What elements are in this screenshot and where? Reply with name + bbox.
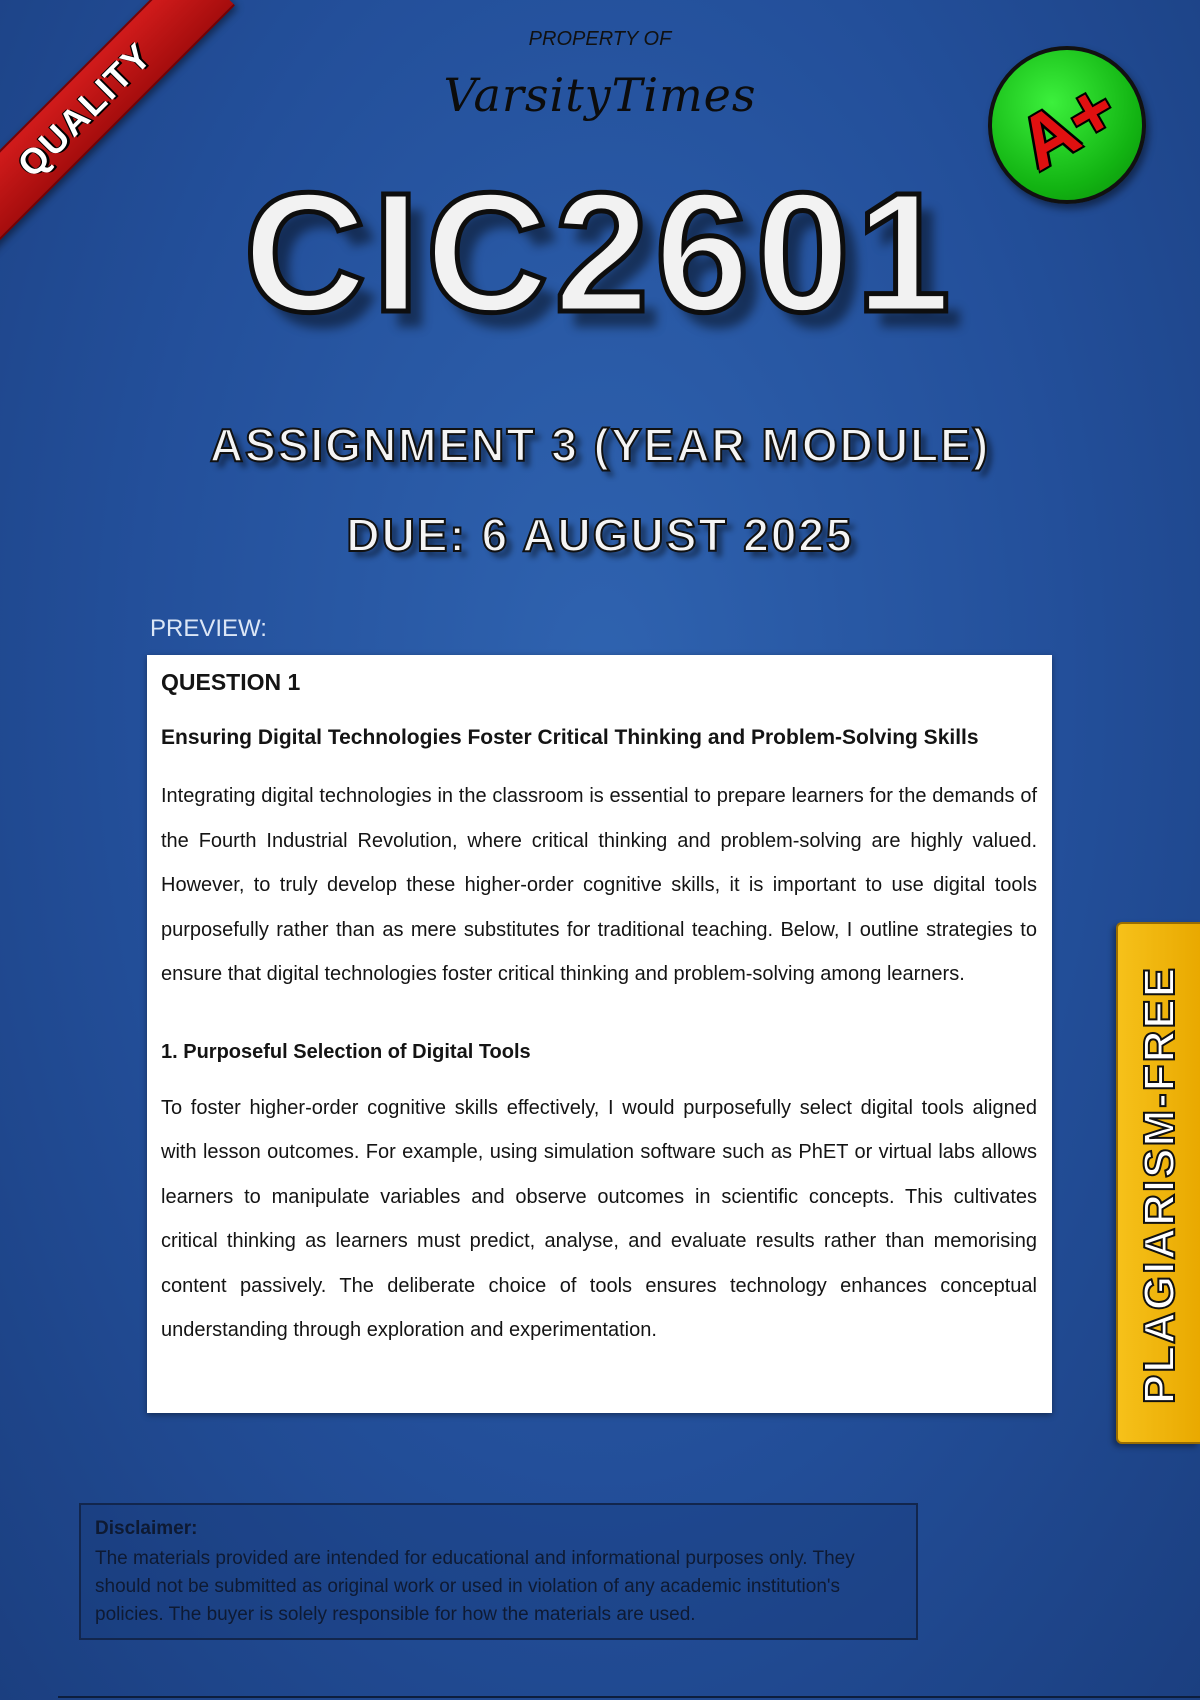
plagiarism-free-label: PLAGIARISM-FREE (1135, 965, 1184, 1405)
disclaimer-text: The materials provided are intended for educational and informational purposes only. They should not be submitted as original work or used in violation of any academic institution's policies. The buyer is solely responsible for how the materials are used. (95, 1548, 855, 1625)
disclaimer-title: Disclaimer: (95, 1518, 198, 1539)
quality-ribbon: QUALITY (0, 0, 235, 260)
bottom-divider (58, 1696, 1200, 1698)
intro-paragraph: Integrating digital technologies in the classroom is essential to prepare learners for the demands of the Fourth Industrial Revolution, where critical thinking and problem-solving are highly valued. However, to truly develop these higher-order cognitive skills, it is important to use digital tools purposefully rather than as mere substitutes for traditional teaching. Below, I outline strategies to ensure that digital technologies foster critical thinking and problem-solving among learners. (161, 785, 1037, 985)
preview-label: PREVIEW: (150, 615, 267, 642)
subsection-title: 1. Purposeful Selection of Digital Tools (161, 1040, 531, 1063)
assignment-title: ASSIGNMENT 3 (YEAR MODULE) (209, 419, 991, 471)
section-title: Ensuring Digital Technologies Foster Critical Thinking and Problem-Solving Skills (161, 726, 979, 749)
grade-badge-text: A+ (1004, 64, 1130, 186)
plagiarism-free-tab (1116, 922, 1200, 1444)
disclaimer-box (79, 1503, 918, 1640)
property-of-label: PROPERTY OF (528, 28, 672, 50)
subsection-paragraph: To foster higher-order cognitive skills effectively, I would purposefully select digital tools aligned with lesson outcomes. For example, using simulation software such as PhET or virtual labs allows learners to manipulate variables and observe outcomes in scientific concepts. This cultivates critical thinking as learners must predict, analyse, and evaluate results rather than memorising content passively. The deliberate choice of tools ensures technology enhances conceptual understanding through exploration and experimentation. (161, 1096, 1037, 1341)
brand-logo: VarsityTimes (443, 68, 757, 122)
due-date: DUE: 6 AUGUST 2025 (346, 509, 854, 561)
course-code: CIC2601 (243, 158, 957, 348)
question-title: QUESTION 1 (161, 669, 301, 695)
preview-panel (147, 655, 1052, 1413)
